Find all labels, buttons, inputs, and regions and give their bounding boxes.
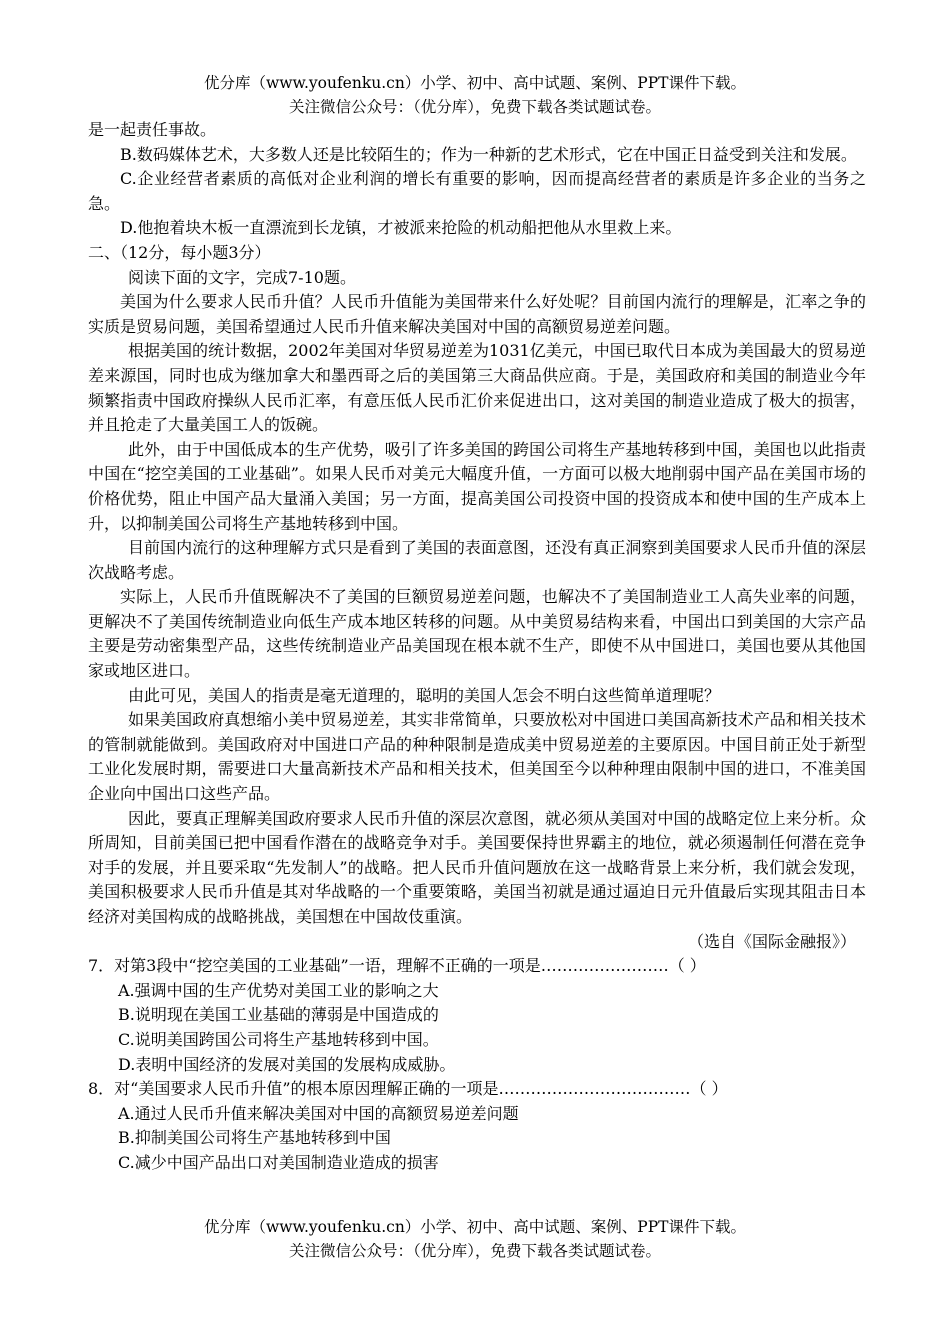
option-d: D.他抱着块木板一直漂流到长龙镇，才被派来抢险的机动船把他从水里救上来。 [120,218,682,238]
option-c: C.企业经营者素质的高低对企业利润的增长有重要的影响，因而提高经营者的素质是许多企业的当务之急。 [88,169,866,213]
text-line: 是一起责任事故。 [88,120,217,139]
option-b: B.数码媒体艺术，大多数人还是比较陌生的；作为一种新的艺术形式，它在中国正日益受到关注和发展。 [120,144,857,164]
question-7-option-d: D.表明中国经济的发展对美国的发展构成威胁。 [118,1054,456,1074]
paragraph-1: 美国为什么要求人民币升值？人民币升值能为美国带来什么好处呢？目前国内流行的理解是，汇率之争的实质是贸易问题，美国希望通过人民币升值来解决美国对中国的高额贸易逆差问题。 [88,292,866,336]
question-8-option-c: C.减少中国产品出口对美国制造业造成的损害 [118,1152,439,1172]
footer-line-2: 关注微信公众号：（优分库），免费下载各类试题试卷。 [288,1242,661,1260]
question-8: 8．对“美国要求人民币升值”的根本原因理解正确的一项是………………………………（ ） [88,1079,728,1099]
paragraph-5: 实际上，人民币升值既解决不了美国的巨额贸易逆差问题，也解决不了美国制造业工人高失业率的问题，更解决不了美国传统制造业向低生产成本地区转移的问题。从中美贸易结构来看，中国出口到美国的大宗产品主要是劳动密集型产品，这些传统制造业产品美国现在根本就不生产，即使不从中国进口，美国也要从其他国家或地区进口。 [88,587,866,681]
instruction: 阅读下面的文字，完成7-10题。 [128,267,356,287]
document-body [88,118,866,1176]
question-7: 7．对第3段中“挖空美国的工业基础”一语，理解不正确的一项是……………………（ ） [88,956,706,976]
question-8-option-b: B.抑制美国公司将生产基地转移到中国 [118,1128,391,1148]
question-7-option-c: C.说明美国跨国公司将生产基地转移到中国。 [118,1029,439,1049]
paragraph-6: 由此可见，美国人的指责是毫无道理的，聪明的美国人怎会不明白这些简单道理呢？ [128,685,721,705]
source-citation: （选自《国际金融报》） [687,931,856,951]
section-heading: 二、（12分，每小题3分） [88,242,271,262]
paragraph-7: 如果美国政府真想缩小美中贸易逆差，其实非常简单，只要放松对中国进口美国高新技术产品和相关技术的管制就能做到。美国政府对中国进口产品的种种限制是造成美中贸易逆差的主要原因。中国目前正处于新型工业化发展时期，需要进口大量高新技术产品和相关技术，但美国至今以种种理由限制中国的进口，不准美国企业向中国出口这些产品。 [88,710,866,804]
question-7-option-a: A.强调中国的生产优势对美国工业的影响之大 [118,980,439,1000]
header-line-1: 优分库（www.youfenku.cn）小学、初中、高中试题、案例、PPT课件下载。 [203,74,747,92]
paragraph-4: 目前国内流行的这种理解方式只是看到了美国的表面意图，还没有真正洞察到美国要求人民币升值的深层次战略考虑。 [88,538,866,582]
header-line-2: 关注微信公众号：（优分库），免费下载各类试题试卷。 [288,98,661,116]
paragraph-8: 因此，要真正理解美国政府要求人民币升值的深层次意图，就必须从美国对中国的战略定位上来分析。众所周知，目前美国已把中国看作潜在的战略竞争对手。美国要保持世界霸主的地位，就必须遏制任何潜在竞争对手的发展，并且要采取“先发制人”的战略。把人民币升值问题放在这一战略背景上来分析，我们就会发现，美国积极要求人民币升值是其对华战略的一个重要策略，美国当初就是通过逼迫日元升值最后实现其阻击日本经济对美国构成的战略挑战，美国想在中国故伎重演。 [88,808,866,926]
question-8-option-a: A.通过人民币升值来解决美国对中国的高额贸易逆差问题 [118,1103,519,1123]
paragraph-3: 此外，由于中国低成本的生产优势，吸引了许多美国的跨国公司将生产基地转移到中国，美国也以此指责中国在“挖空美国的工业基础”。如果人民币对美元大幅度升值，一方面可以极大地削弱中国产品在美国市场的价格优势，阻止中国产品大量涌入美国；另一方面，提高美国公司投资中国的投资成本和使中国的生产成本上升，以抑制美国公司将生产基地转移到中国。 [88,439,866,533]
footer-line-1: 优分库（www.youfenku.cn）小学、初中、高中试题、案例、PPT课件下载。 [203,1218,747,1236]
question-7-option-b: B.说明现在美国工业基础的薄弱是中国造成的 [118,1005,439,1025]
paragraph-2: 根据美国的统计数据，2002年美国对华贸易逆差为1031亿美元，中国已取代日本成为美国最大的贸易逆差来源国，同时也成为继加拿大和墨西哥之后的美国第三大商品供应商。于是，美国政府和美国的制造业今年频繁指责中国政府操纵人民币汇率，有意压低人民币汇价来促进出口，这对美国的制造业造成了极大的损害，并且抢走了大量美国工人的饭碗。 [88,341,866,435]
